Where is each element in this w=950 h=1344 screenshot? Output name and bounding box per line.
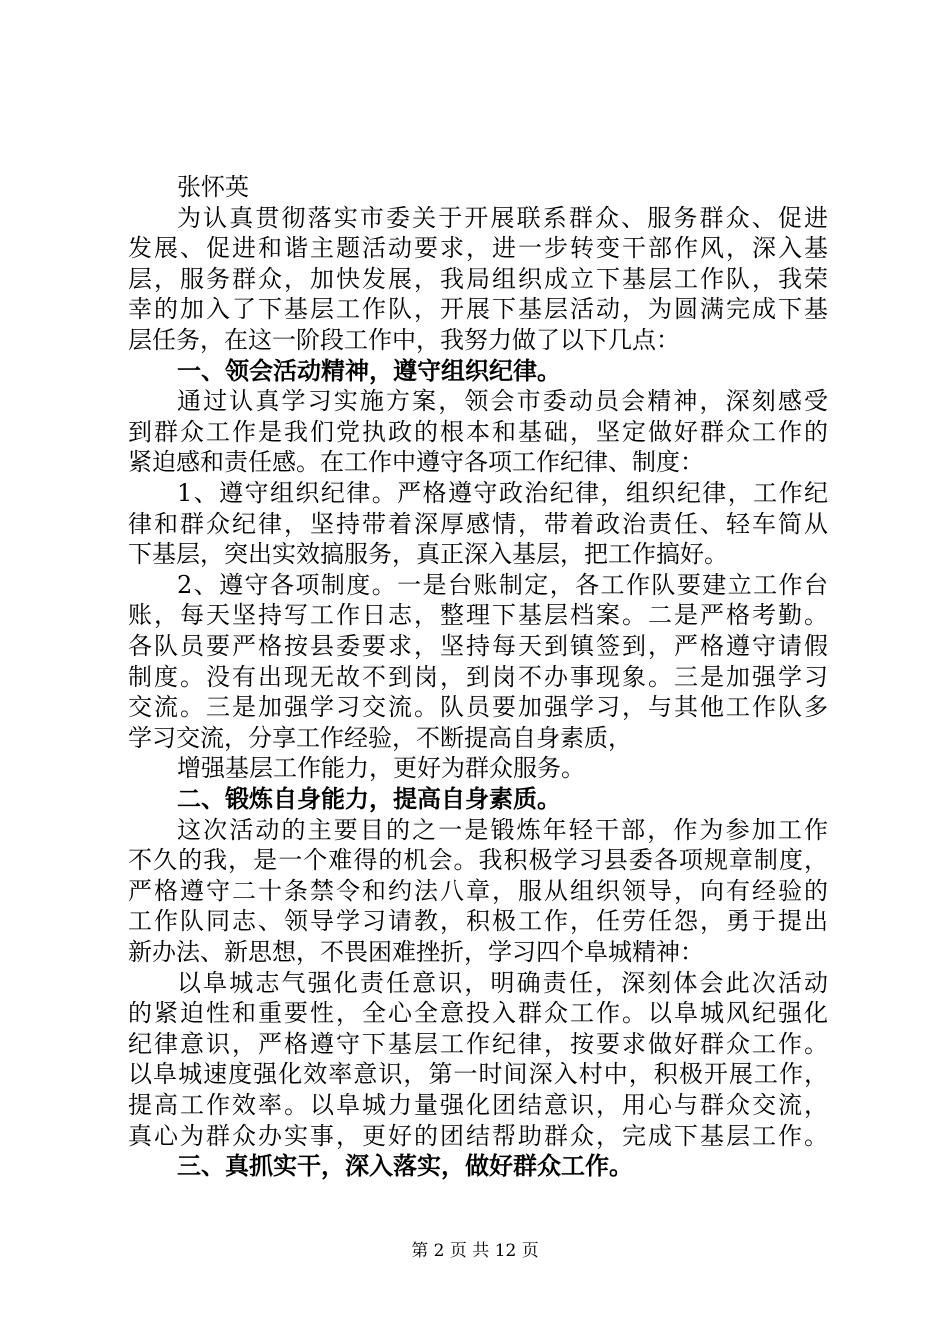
paragraph-line: 不久的我，是一个难得的机会。我积极学习县委各项规章制度， — [128, 846, 828, 874]
paragraph-line: 提高工作效率。以阜城力量强化团结意识，用心与群众交流， — [128, 1091, 828, 1119]
paragraph-line: 下基层，突出实效搞服务，真正深入基层，把工作搞好。 — [128, 540, 728, 568]
section-heading: 三、真抓实干，深入落实，做好群众工作。 — [177, 1151, 633, 1180]
paragraph-line: 层，服务群众，加快发展，我局组织成立下基层工作队，我荣 — [128, 265, 828, 293]
paragraph-line: 律和群众纪律，坚持带着深厚感情，带着政治责任、轻车简从 — [128, 510, 828, 538]
paragraph-line: 的紧迫性和重要性，全心全意投入群众工作。以阜城风纪强化 — [128, 999, 828, 1027]
paragraph-line: 真心为群众办实事，更好的团结帮助群众，完成下基层工作。 — [128, 1122, 828, 1150]
section-heading: 一、领会活动精神，遵守组织纪律。 — [177, 356, 561, 385]
paragraph-line: 各队员要严格按县委要求，坚持每天到镇签到，严格遵守请假 — [128, 632, 828, 660]
paragraph-line: 新办法、新思想，不畏困难挫折，学习四个阜城精神： — [128, 938, 704, 966]
author-name: 张怀英 — [177, 173, 249, 201]
paragraph-line: 以阜城志气强化责任意识，明确责任，深刻体会此次活动 — [177, 969, 828, 997]
paragraph-line: 以阜城速度强化效率意识，第一时间深入村中，积极开展工作， — [128, 1060, 828, 1088]
paragraph-line: 层任务，在这一阶段工作中，我努力做了以下几点： — [128, 326, 680, 354]
paragraph-line: 1、遵守组织纪律。严格遵守政治纪律，组织纪律，工作纪 — [177, 479, 828, 507]
paragraph-line: 2、遵守各项制度。一是台账制定，各工作队要建立工作台 — [177, 571, 828, 599]
paragraph-line: 纪律意识，严格遵守下基层工作纪律，按要求做好群众工作。 — [128, 1030, 828, 1058]
paragraph-line: 通过认真学习实施方案，领会市委动员会精神，深刻感受 — [177, 387, 828, 415]
paragraph-line: 到群众工作是我们党执政的根本和基础，坚定做好群众工作的 — [128, 418, 828, 446]
paragraph-line: 制度。没有出现无故不到岗，到岗不办事现象。三是加强学习 — [128, 663, 828, 691]
paragraph-line: 交流。三是加强学习交流。队员要加强学习，与其他工作队多 — [128, 693, 828, 721]
paragraph-line: 学习交流，分享工作经验，不断提高自身素质， — [128, 724, 632, 752]
paragraph-line: 紧迫感和责任感。在工作中遵守各项工作纪律、制度： — [128, 448, 704, 476]
section-heading: 二、锻炼自身能力，提高自身素质。 — [177, 784, 561, 813]
page-footer: 第 2 页 共 12 页 — [411, 1241, 539, 1261]
paragraph-line: 工作队同志、领导学习请教，积极工作，任劳任怨，勇于提出 — [128, 907, 828, 935]
paragraph-line: 增强基层工作能力，更好为群众服务。 — [177, 754, 585, 782]
paragraph-line: 幸的加入了下基层工作队，开展下基层活动，为圆满完成下基 — [128, 295, 828, 323]
paragraph-line: 严格遵守二十条禁令和约法八章，服从组织领导，向有经验的 — [128, 877, 828, 905]
paragraph-line: 发展、促进和谐主题活动要求，进一步转变干部作风，深入基 — [128, 234, 828, 262]
paragraph-line: 账，每天坚持写工作日志，整理下基层档案。二是严格考勤。 — [128, 601, 828, 629]
paragraph-line: 为认真贯彻落实市委关于开展联系群众、服务群众、促进 — [177, 204, 828, 232]
paragraph-line: 这次活动的主要目的之一是锻炼年轻干部，作为参加工作 — [177, 816, 828, 844]
